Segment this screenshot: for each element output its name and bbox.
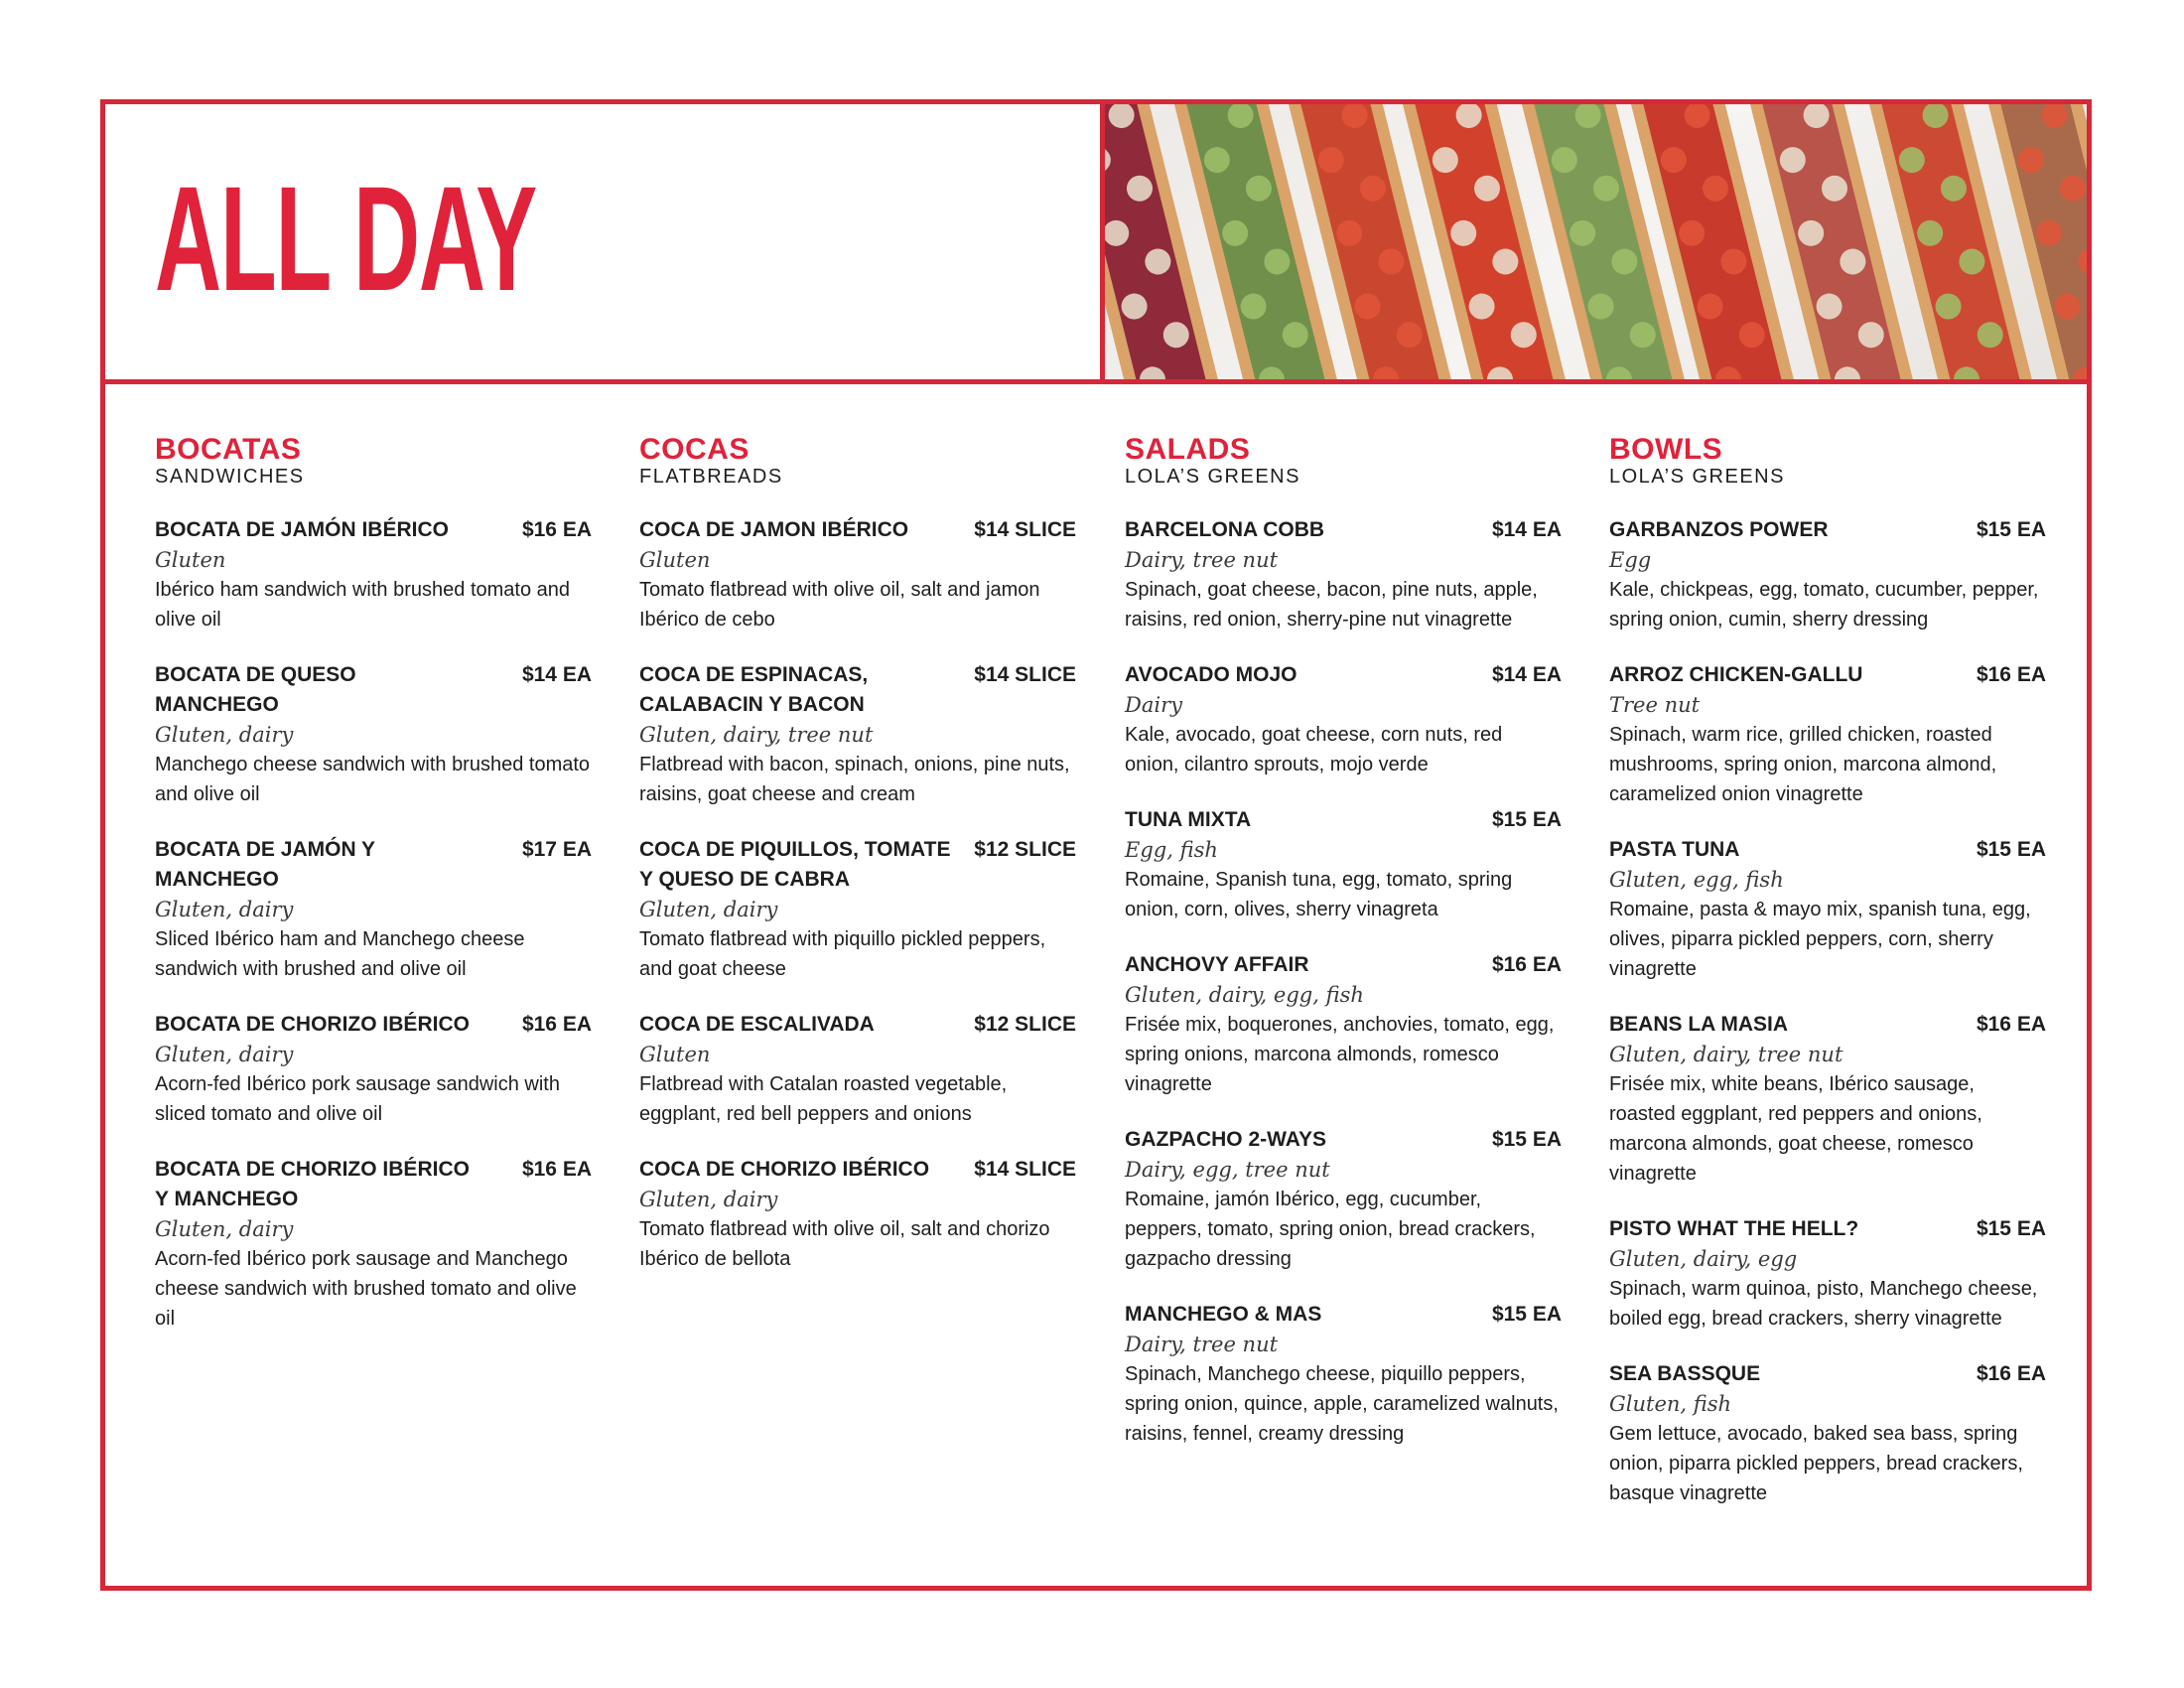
section-subtitle: LOLA’S GREENS <box>1609 466 1785 488</box>
menu-item-header <box>155 515 592 545</box>
menu-item-header <box>1125 950 1562 980</box>
menu-item-description: Gem lettuce, avocado, baked sea bass, spring onion, piparra pickled peppers, bread crackers, basque vinagrette <box>1609 1423 2023 1504</box>
menu-item-price: $15 EA <box>1976 838 2046 861</box>
menu-item-header <box>639 835 1076 895</box>
menu-item-description: Romaine, jamón Ibérico, egg, cucumber, peppers, tomato, spring onion, bread crackers, gazpacho dressing <box>1125 1189 1536 1270</box>
menu-item <box>1125 950 1562 1099</box>
menu-item-description: Tomato flatbread with olive oil, salt and chorizo Ibérico de bellota <box>639 1218 1050 1270</box>
menu-item-price: $15 EA <box>1491 808 1562 831</box>
menu-item-name: GAZPACHO 2-WAYS <box>1125 1128 1327 1151</box>
menu-item-header <box>1125 1300 1562 1330</box>
menu-item <box>639 835 1076 984</box>
menu-item-price: $14 EA <box>521 663 592 686</box>
menu-item-description: Kale, chickpeas, egg, tomato, cucumber, pepper, spring onion, cumin, sherry dressing <box>1609 579 2039 631</box>
menu-item-header <box>155 835 592 895</box>
menu-item <box>639 660 1076 809</box>
section-title: BOCATAS <box>155 433 302 466</box>
menu-item-name: GARBANZOS POWER <box>1609 518 1829 541</box>
menu-item-description: Ibérico ham sandwich with brushed tomato and olive oil <box>155 579 571 631</box>
menu-item-allergens: Gluten <box>639 1043 711 1066</box>
menu-item-name: BOCATA DE JAMÓN Y MANCHEGO <box>155 838 375 891</box>
menu-item-allergens: Gluten, dairy <box>155 723 294 747</box>
menu-item-header <box>1609 660 2046 690</box>
menu-item-description: Kale, avocado, goat cheese, corn nuts, red onion, cilantro sprouts, mojo verde <box>1125 724 1503 775</box>
menu-columns <box>105 384 2087 1586</box>
menu-item-price: $16 EA <box>521 518 592 541</box>
section-salads <box>1125 434 1562 1475</box>
menu-item-price: $16 EA <box>1976 1362 2046 1385</box>
menu-item <box>1125 515 1562 634</box>
menu-item-name: SEA BASSQUE <box>1609 1362 1761 1385</box>
menu-item-name: BEANS LA MASIA <box>1609 1013 1789 1036</box>
menu-item-allergens: Gluten, dairy, tree nut <box>1609 1043 1843 1066</box>
menu-item-name: COCA DE PIQUILLOS, TOMATE Y QUESO DE CABRA <box>639 838 951 891</box>
menu-item <box>639 515 1076 634</box>
menu-header <box>105 104 2087 384</box>
menu-item-name: BOCATA DE CHORIZO IBÉRICO <box>155 1013 470 1036</box>
section-title: SALADS <box>1125 433 1251 466</box>
menu-item-allergens: Gluten, dairy, egg, fish <box>1125 983 1364 1007</box>
menu-item-header <box>1609 835 2046 865</box>
menu-item-description: Spinach, warm rice, grilled chicken, roasted mushrooms, spring onion, marcona almond, caramelized onion vinagrette <box>1609 724 1997 805</box>
menu-item-description: Flatbread with bacon, spinach, onions, pine nuts, raisins, goat cheese and cream <box>639 754 1070 805</box>
menu-item-allergens: Gluten, fish <box>1609 1392 1732 1416</box>
menu-item-allergens: Gluten, egg, fish <box>1609 868 1784 892</box>
menu-item <box>639 1010 1076 1129</box>
flatbread-strips-illustration <box>1105 104 2087 379</box>
menu-item <box>639 1155 1076 1274</box>
menu-item-name: BOCATA DE JAMÓN IBÉRICO <box>155 518 449 541</box>
menu-item-allergens: Gluten, dairy <box>155 898 294 921</box>
menu-item-allergens: Gluten, dairy <box>639 1188 778 1211</box>
menu-item-description: Spinach, warm quinoa, pisto, Manchego cheese, boiled egg, bread crackers, sherry vinagrette <box>1609 1278 2038 1330</box>
menu-item-name: TUNA MIXTA <box>1125 808 1252 831</box>
section-subtitle: LOLA’S GREENS <box>1125 466 1300 488</box>
menu-item-header <box>1609 1010 2046 1040</box>
menu-item-header <box>639 1155 1076 1185</box>
menu-item-allergens: Egg, fish <box>1125 838 1218 862</box>
menu-item-allergens: Dairy, tree nut <box>1125 548 1279 572</box>
section-subtitle: FLATBREADS <box>639 466 783 488</box>
menu-item <box>1125 805 1562 924</box>
menu-item-allergens: Egg <box>1609 548 1652 572</box>
menu-item <box>1609 1214 2046 1334</box>
section-bowls <box>1609 434 2046 1534</box>
menu-item <box>155 1155 592 1334</box>
menu-item <box>1609 1359 2046 1508</box>
menu-item-header <box>1125 515 1562 545</box>
section-title: COCAS <box>639 433 750 466</box>
menu-item-header <box>639 1010 1076 1040</box>
menu-item-description: Sliced Ibérico ham and Manchego cheese sandwich with brushed and olive oil <box>155 928 525 980</box>
menu-item-allergens: Dairy, tree nut <box>1125 1333 1279 1356</box>
menu-item <box>155 835 592 984</box>
menu-item-name: ANCHOVY AFFAIR <box>1125 953 1309 976</box>
menu-item <box>1125 660 1562 779</box>
menu-item <box>155 1010 592 1129</box>
menu-item-price: $14 SLICE <box>974 1158 1076 1181</box>
menu-item <box>1609 835 2046 984</box>
menu-item-description: Frisée mix, boquerones, anchovies, tomato, egg, spring onions, marcona almonds, romesco vinagrette <box>1125 1014 1555 1095</box>
menu-item-name: COCA DE ESPINACAS, CALABACIN Y BACON <box>639 663 869 716</box>
menu-item-price: $15 EA <box>1976 518 2046 541</box>
menu-item-description: Acorn-fed Ibérico pork sausage sandwich with sliced tomato and olive oil <box>155 1073 560 1125</box>
menu-item-allergens: Dairy, egg, tree nut <box>1125 1158 1330 1182</box>
menu-item-description: Tomato flatbread with olive oil, salt and jamon Ibérico de cebo <box>639 579 1040 631</box>
menu-item-price: $12 SLICE <box>974 838 1076 861</box>
section-title: BOWLS <box>1609 433 1723 466</box>
menu-item-allergens: Gluten <box>155 548 226 572</box>
menu-item-description: Flatbread with Catalan roasted vegetable, eggplant, red bell peppers and onions <box>639 1073 1008 1125</box>
menu-item-allergens: Gluten, dairy, egg <box>1609 1247 1798 1271</box>
page-title: ALL DAY <box>155 155 537 322</box>
menu-item-price: $16 EA <box>1976 1013 2046 1036</box>
menu-item-allergens: Tree nut <box>1609 693 1701 717</box>
section-subtitle: SANDWICHES <box>155 466 305 488</box>
menu-item-header <box>1125 1125 1562 1155</box>
menu-item-price: $14 EA <box>1491 518 1562 541</box>
menu-item-price: $14 SLICE <box>974 663 1076 686</box>
menu-item-header <box>639 660 1076 720</box>
menu-item-name: COCA DE ESCALIVADA <box>639 1013 875 1036</box>
menu-item-price: $17 EA <box>521 838 592 861</box>
menu-item-description: Spinach, Manchego cheese, piquillo peppers, spring onion, quince, apple, caramelized walnuts, raisins, fennel, creamy dressing <box>1125 1363 1559 1445</box>
menu-item-header <box>639 515 1076 545</box>
menu-item <box>1609 1010 2046 1189</box>
menu-item-description: Acorn-fed Ibérico pork sausage and Manchego cheese sandwich with brushed tomato and olive oil <box>155 1248 577 1330</box>
menu-item <box>1125 1125 1562 1274</box>
menu-item-price: $16 EA <box>521 1158 592 1181</box>
menu-item-header <box>155 1010 592 1040</box>
menu-frame <box>100 99 2092 1591</box>
menu-item-name: PASTA TUNA <box>1609 838 1740 861</box>
menu-item <box>155 515 592 634</box>
menu-item-name: BARCELONA COBB <box>1125 518 1325 541</box>
menu-item-allergens: Gluten, dairy <box>155 1043 294 1066</box>
menu-item-header <box>1125 660 1562 690</box>
menu-item-description: Manchego cheese sandwich with brushed tomato and olive oil <box>155 754 591 805</box>
menu-item-name: AVOCADO MOJO <box>1125 663 1297 686</box>
menu-item <box>155 660 592 809</box>
menu-item-price: $14 EA <box>1491 663 1562 686</box>
menu-item-allergens: Gluten, dairy, tree nut <box>639 723 874 747</box>
menu-item-description: Spinach, goat cheese, bacon, pine nuts, apple, raisins, red onion, sherry-pine nut vinagrette <box>1125 579 1538 631</box>
menu-item-description: Tomato flatbread with piquillo pickled peppers, and goat cheese <box>639 928 1046 980</box>
menu-item-price: $14 SLICE <box>974 518 1076 541</box>
menu-item-allergens: Gluten, dairy <box>639 898 778 921</box>
flatbread-strips-photo <box>1100 104 2087 379</box>
menu-item-price: $16 EA <box>1491 953 1562 976</box>
menu-item-price: $15 EA <box>1491 1303 1562 1326</box>
menu-item-price: $15 EA <box>1491 1128 1562 1151</box>
menu-item <box>1609 515 2046 634</box>
menu-item-name: ARROZ CHICKEN-GALLU <box>1609 663 1863 686</box>
menu-item <box>1125 1300 1562 1449</box>
menu-item-price: $16 EA <box>1976 663 2046 686</box>
menu-item-name: MANCHEGO & MAS <box>1125 1303 1322 1326</box>
menu-item-allergens: Gluten <box>639 548 711 572</box>
menu-item-header <box>1609 515 2046 545</box>
menu-item-header <box>1609 1214 2046 1244</box>
menu-item-allergens: Gluten, dairy <box>155 1217 294 1241</box>
menu-item-name: PISTO WHAT THE HELL? <box>1609 1217 1859 1240</box>
menu-item-description: Romaine, Spanish tuna, egg, tomato, spring onion, corn, olives, sherry vinagreta <box>1125 869 1513 920</box>
menu-item-header <box>155 1155 592 1214</box>
menu-item-header <box>1609 1359 2046 1389</box>
section-bocatas <box>155 434 592 1359</box>
menu-item-name: COCA DE JAMON IBÉRICO <box>639 518 909 541</box>
menu-item-price: $16 EA <box>521 1013 592 1036</box>
menu-item-header <box>1125 805 1562 835</box>
menu-item-price: $15 EA <box>1976 1217 2046 1240</box>
menu-item <box>1609 660 2046 809</box>
menu-item-price: $12 SLICE <box>974 1013 1076 1036</box>
section-cocas <box>639 434 1076 1300</box>
menu-item-description: Romaine, pasta & mayo mix, spanish tuna, egg, olives, piparra pickled peppers, corn, sherry vinagrette <box>1609 899 2031 980</box>
menu-item-header <box>155 660 592 720</box>
menu-item-name: BOCATA DE QUESO MANCHEGO <box>155 663 356 716</box>
menu-item-name: BOCATA DE CHORIZO IBÉRICO Y MANCHEGO <box>155 1158 470 1210</box>
menu-item-allergens: Dairy <box>1125 693 1182 717</box>
menu-item-name: COCA DE CHORIZO IBÉRICO <box>639 1158 930 1181</box>
menu-item-description: Frisée mix, white beans, Ibérico sausage, roasted eggplant, red peppers and onions, marcona almonds, goat cheese, romesco vinagrette <box>1609 1073 1982 1185</box>
